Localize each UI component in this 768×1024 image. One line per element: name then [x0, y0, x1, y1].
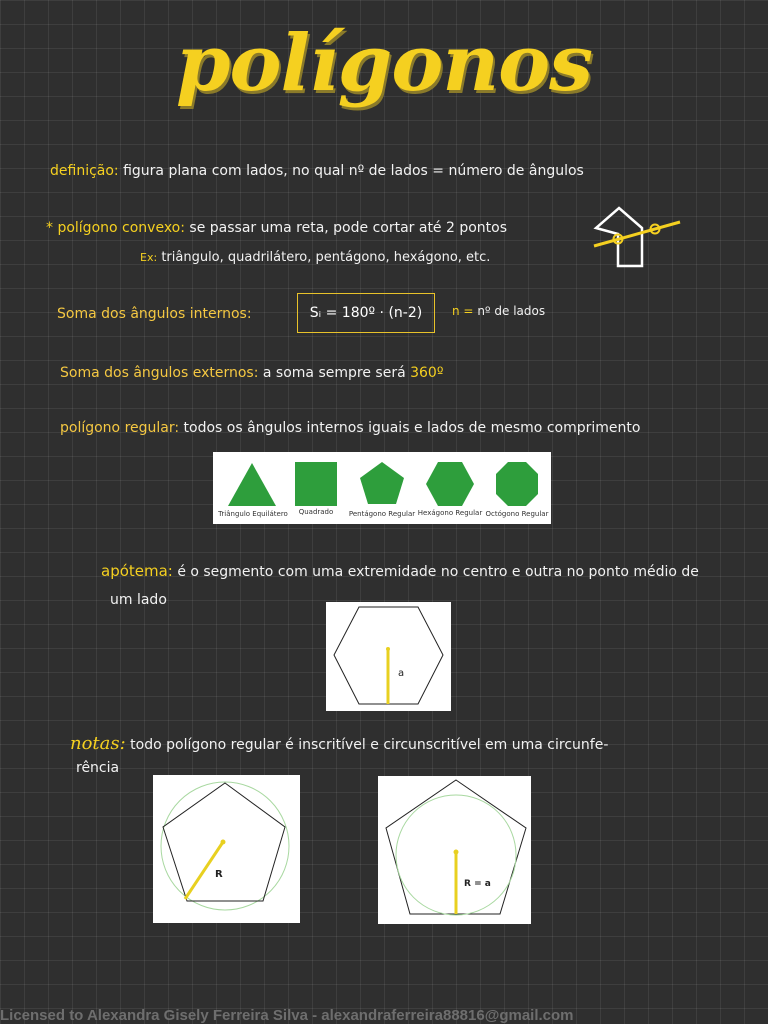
apothem-text: é o segmento com uma extremidade no centro e outra no ponto médio de [177, 564, 699, 580]
convex-star: * [46, 220, 53, 236]
regular-label: polígono regular: [60, 420, 180, 436]
external-sum-label: Soma dos ângulos externos: [60, 365, 259, 381]
formula-box [297, 293, 435, 333]
example-text: triângulo, quadrilátero, pentágono, hexágono, etc. [161, 250, 491, 265]
regular-line [60, 420, 640, 436]
notes-label: notas: [70, 733, 126, 754]
apothem-label-a: a [398, 668, 405, 679]
pentagon-shape [360, 462, 404, 504]
external-sum-line [60, 365, 443, 381]
radius-label-ra: R = a [464, 879, 491, 889]
secant-line [594, 222, 680, 246]
convex-text: se passar uma reta, pode cortar até 2 pontos [189, 220, 508, 236]
square-shape [295, 462, 337, 506]
apothem-label: apótema: [101, 562, 173, 580]
radius-label-r: R [215, 869, 223, 880]
convex-pentagon-figure [592, 204, 682, 270]
inscribed-figure [153, 775, 300, 923]
page-title: polígonos [175, 18, 593, 109]
circumscribed-figure [378, 776, 531, 924]
center-point [386, 647, 390, 651]
convex-label: polígono convexo: [57, 220, 185, 236]
shape-label: Octógono Regular [485, 510, 549, 518]
convex-line [46, 220, 507, 236]
shape-label: Hexágono Regular [417, 509, 483, 517]
external-sum-text: a soma sempre será [262, 365, 406, 381]
internal-sum-label: Soma dos ângulos internos: [57, 306, 252, 322]
regular-text: todos os ângulos internos iguais e lados de mesmo comprimento [183, 420, 641, 436]
external-sum-value: 360º [410, 365, 444, 381]
convex-example [140, 250, 490, 265]
convex-pentagon-svg [592, 204, 682, 270]
notes-text-2: rência [76, 760, 120, 776]
license-watermark: Licensed to Alexandra Gisely Ferreira Silva - alexandraferreira88816@gmail.com [0, 1007, 574, 1024]
formula-note [452, 304, 545, 318]
octagon-shape [496, 462, 538, 506]
pentagon-shape [596, 208, 642, 266]
shape-label: Quadrado [298, 508, 334, 516]
example-label: Ex: [140, 251, 158, 264]
hexagon-shape [426, 462, 474, 506]
apothem-figure [326, 602, 451, 711]
triangle-shape [228, 463, 276, 506]
center-point [454, 850, 459, 855]
definition-label: definição: [50, 163, 119, 179]
formula-text: Sᵢ = 180º · (n-2) [309, 305, 423, 321]
definition-line [50, 163, 584, 179]
apothem-svg [326, 602, 451, 711]
circumscribed-svg [378, 776, 531, 924]
notes-line [70, 733, 608, 754]
definition-text: figura plana com lados, no qual nº de lados = número de ângulos [123, 163, 584, 179]
apothem-text-2: um lado [110, 592, 167, 608]
apothem-line [101, 562, 699, 580]
notes-text: todo polígono regular é inscritível e circunscritível em uma circunfe- [130, 737, 609, 753]
note-text: nº de lados [477, 304, 546, 318]
regular-polygons-card [213, 452, 551, 524]
center-point [221, 840, 226, 845]
shape-label: Triângulo Equilátero [218, 510, 288, 518]
shape-label: Pentágono Regular [348, 510, 416, 518]
note-n: n = [452, 304, 474, 318]
inscribed-svg [153, 775, 300, 923]
circumcircle [161, 782, 289, 910]
